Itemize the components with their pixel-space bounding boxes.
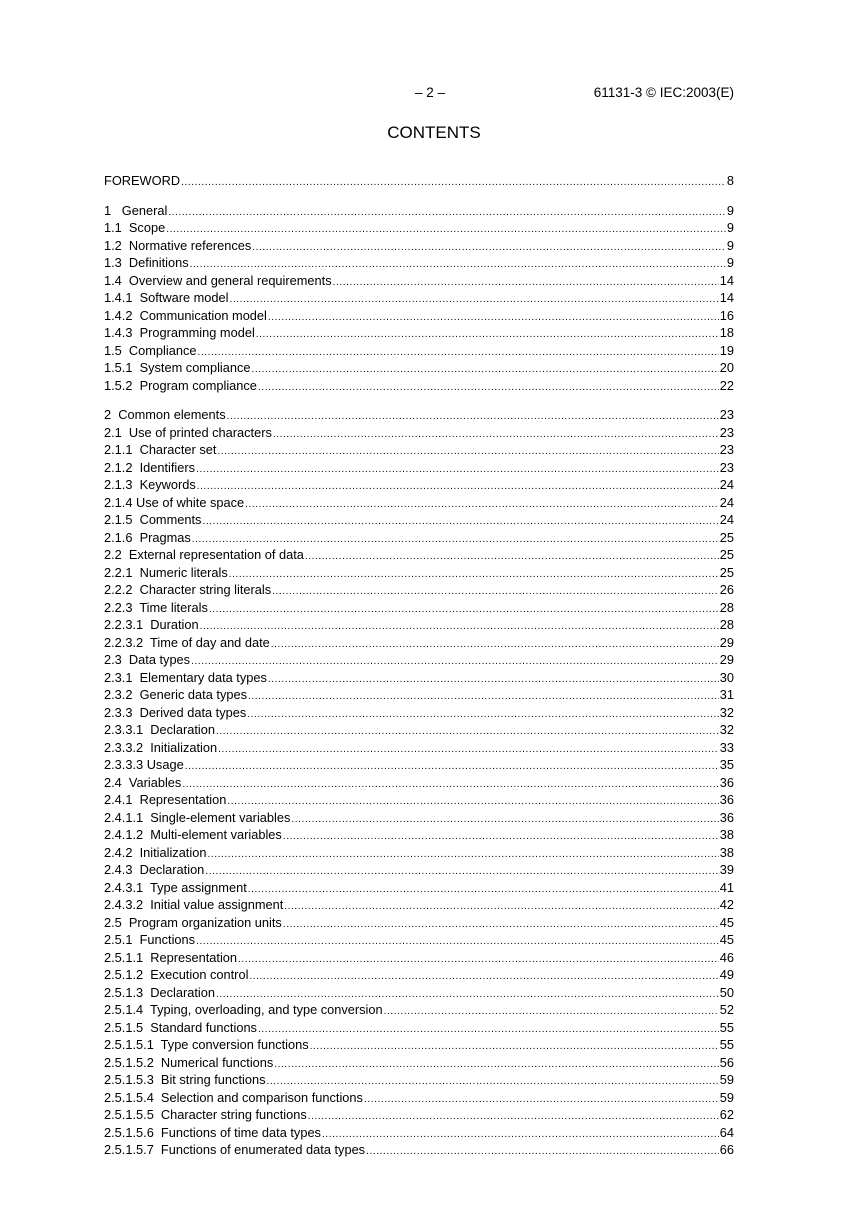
toc-entry-label: 2.4.3.2 Initial value assignment [104,897,284,912]
toc-entry-label: 1.4 Overview and general requirements [104,272,332,288]
toc-entry-label: 2.5.1.5.5 Character string functions [104,1107,307,1122]
toc-entry-page: 55 [719,1037,734,1052]
toc-entry-page: 50 [719,984,734,1000]
toc-entry-page: 28 [719,617,734,632]
toc-entry-page: 42 [719,897,734,912]
toc-entry-page: 38 [719,827,734,842]
toc-entry-page: 49 [719,967,734,982]
toc-entry[interactable] [104,202,734,220]
toc-entry-label: 2.5.1 Functions [104,932,196,947]
toc-entry-label: 1.2 Normative references [104,237,252,253]
toc-entry[interactable] [104,669,734,687]
toc-entry-page: 36 [719,774,734,790]
toc-entry-page: 29 [719,634,734,650]
toc-entry[interactable] [104,172,734,190]
toc-dot-leader [229,566,719,584]
toc-entry-label: 2.5.1.5.2 Numerical functions [104,1054,274,1070]
toc-entry-label: 1.1 Scope [104,220,166,235]
toc-dot-leader [252,361,719,379]
toc-entry[interactable] [104,599,734,617]
toc-entry-label: 2.1.2 Identifiers [104,459,196,475]
toc-dot-leader [202,513,718,531]
toc-entry-page: 45 [719,932,734,947]
toc-entry-page: 24 [719,477,734,492]
toc-entry[interactable] [104,1019,734,1037]
toc-entry[interactable] [104,616,734,634]
toc-entry-page: 59 [719,1072,734,1087]
toc-entry-page: 9 [726,255,734,270]
toc-dot-leader [200,618,719,636]
toc-entry-label: 1.3 Definitions [104,255,189,270]
toc-entry[interactable] [104,546,734,564]
toc-entry[interactable] [104,844,734,862]
toc-entry-label: 2.3.3 Derived data types [104,704,247,720]
toc-entry-label: 2.1.4 Use of white space [104,494,245,510]
toc-entry-label: 2.2.2 Character string literals [104,582,272,597]
toc-dot-leader [207,846,718,864]
toc-dot-leader [185,758,719,776]
toc-dot-leader [364,1091,719,1109]
toc-entry[interactable] [104,1054,734,1072]
toc-entry-label: 2.2.3 Time literals [104,599,208,615]
toc-entry[interactable] [104,237,734,255]
toc-entry-label: 1.5.2 Program compliance [104,377,257,393]
toc-dot-leader [310,1038,719,1056]
toc-entry-label: 2.4.1.1 Single-element variables [104,809,291,825]
toc-entry[interactable] [104,931,734,949]
toc-dot-leader [216,723,719,741]
toc-entry-page: 31 [719,687,734,702]
toc-dot-leader [248,688,719,706]
toc-entry-page: 62 [719,1107,734,1122]
toc-entry[interactable] [104,476,734,494]
toc-entry-label: 1.4.1 Software model [104,290,229,305]
toc-entry-page: 20 [719,360,734,375]
toc-dot-leader [227,793,718,811]
toc-dot-leader [273,426,719,444]
toc-dot-leader [271,636,719,654]
toc-entry-page: 25 [719,564,734,580]
toc-dot-leader [268,671,719,689]
toc-entry-label: 2.5.1.1 Representation [104,949,238,965]
toc-entry-label: 2.3.1 Elementary data types [104,669,267,685]
toc-entry-label: 2.4.3.1 Type assignment [104,879,247,895]
toc-dot-leader [229,291,718,309]
toc-entry[interactable] [104,1106,734,1124]
toc-dot-leader [197,344,718,362]
toc-dot-leader [196,933,719,951]
toc-dot-leader [384,1003,719,1021]
toc-entry[interactable] [104,441,734,459]
toc-entry-label: 2.4.2 Initialization [104,844,207,860]
toc-entry[interactable] [104,896,734,914]
toc-dot-leader [258,1021,719,1039]
toc-entry[interactable] [104,324,734,342]
toc-entry-page: 29 [719,652,734,667]
toc-entry-page: 9 [726,202,734,218]
toc-dot-leader [284,898,719,916]
toc-entry[interactable] [104,406,734,424]
toc-entry[interactable] [104,424,734,442]
toc-entry-page: 23 [719,424,734,440]
toc-entry[interactable] [104,511,734,529]
toc-entry-label: 2.4.1.2 Multi-element variables [104,827,282,842]
toc-entry-page: 25 [719,547,734,562]
toc-entry[interactable] [104,826,734,844]
toc-entry-label: 1.5.1 System compliance [104,360,251,375]
toc-entry-page: 8 [726,173,734,188]
toc-entry-page: 26 [719,582,734,597]
toc-dot-leader [274,1056,718,1074]
toc-entry-page: 23 [719,407,734,422]
toc-entry-page: 46 [719,949,734,965]
toc-entry[interactable] [104,254,734,272]
toc-entry-page: 45 [719,914,734,930]
toc-entry-label: 2.5.1.5.6 Functions of time data types [104,1124,321,1140]
toc-entry[interactable] [104,756,734,774]
toc-entry-page: 66 [719,1142,734,1157]
toc-entry[interactable] [104,459,734,477]
toc-dot-leader [268,309,719,327]
toc-dot-leader [218,741,719,759]
toc-entry[interactable] [104,809,734,827]
toc-entry-label: 2.2 External representation of data [104,547,304,562]
toc-entry-page: 55 [719,1019,734,1035]
toc-entry[interactable] [104,984,734,1002]
toc-entry-label: 2.2.1 Numeric literals [104,564,228,580]
toc-dot-leader [283,828,719,846]
toc-entry[interactable] [104,966,734,984]
page-number: – 2 – [414,85,446,100]
toc-dot-leader [205,863,718,881]
toc-entry-page: 32 [719,704,734,720]
toc-dot-leader [322,1126,719,1144]
toc-dot-leader [333,274,719,292]
toc-entry-label: 2.5.1.5.7 Functions of enumerated data types [104,1142,366,1157]
toc-entry[interactable] [104,581,734,599]
toc-entry[interactable] [104,791,734,809]
toc-entry-label: 2.5.1.5.1 Type conversion functions [104,1037,309,1052]
toc-entry[interactable] [104,861,734,879]
toc-entry-label: 2.5.1.2 Execution control [104,967,249,982]
toc-dot-leader [283,916,719,934]
toc-entry[interactable] [104,914,734,932]
toc-entry-label: 2.2.3.1 Duration [104,617,199,632]
toc-dot-leader [291,811,718,829]
toc-entry[interactable] [104,686,734,704]
toc-entry-page: 30 [719,669,734,685]
toc-entry-page: 39 [719,862,734,877]
toc-entry-page: 22 [719,377,734,393]
toc-dot-leader [249,968,718,986]
toc-dot-leader [196,461,719,479]
toc-entry-label: 2.5.1.5.3 Bit string functions [104,1072,266,1087]
toc-entry[interactable] [104,377,734,395]
toc-entry[interactable] [104,651,734,669]
toc-entry-label: 2.3.3.1 Declaration [104,722,215,737]
toc-entry-label: 1 General [104,202,168,218]
toc-dot-leader [256,326,719,344]
toc-entry-label: 2.1.5 Comments [104,512,202,527]
toc-entry[interactable] [104,1001,734,1019]
toc-entry-page: 56 [719,1054,734,1070]
toc-entry-label: 2.5.1.5 Standard functions [104,1019,257,1035]
toc-entry[interactable] [104,949,734,967]
toc-entry-page: 23 [719,442,734,457]
toc-entry-label: 1.4.3 Programming model [104,325,255,340]
toc-entry-page: 16 [719,307,734,323]
toc-dot-leader [366,1143,719,1161]
toc-dot-leader [248,881,719,899]
toc-entry[interactable] [104,739,734,757]
toc-entry-label: 2.5 Program organization units [104,914,282,930]
toc-entry-page: 33 [719,739,734,755]
toc-entry-page: 25 [719,529,734,545]
toc-entry[interactable] [104,1036,734,1054]
toc-entry-label: 2.3 Data types [104,652,191,667]
toc-entry[interactable] [104,1071,734,1089]
toc-entry-page: 18 [719,325,734,340]
toc-entry-page: 52 [719,1002,734,1017]
toc-entry-label: 1.4.2 Communication model [104,307,267,323]
toc-dot-leader [272,583,719,601]
toc-entry-label: 2.5.1.4 Typing, overloading, and type conversion [104,1002,383,1017]
toc-entry[interactable] [104,1141,734,1159]
toc-entry[interactable] [104,307,734,325]
toc-entry-page: 36 [719,809,734,825]
toc-entry[interactable] [104,774,734,792]
toc-entry-page: 36 [719,792,734,807]
toc-entry[interactable] [104,704,734,722]
toc-entry-page: 64 [719,1124,734,1140]
toc-entry-label: 2.5.1.5.4 Selection and comparison functions [104,1089,363,1105]
toc-dot-leader [168,204,726,222]
toc-dot-leader [191,653,719,671]
toc-entry[interactable] [104,342,734,360]
toc-dot-leader [182,776,718,794]
toc-entry-label: 2.1.3 Keywords [104,477,196,492]
toc-entry[interactable] [104,721,734,739]
toc-entry-label: 2.3.3.2 Initialization [104,739,218,755]
toc-dot-leader [305,548,719,566]
toc-dot-leader [258,379,719,397]
toc-entry[interactable] [104,272,734,290]
toc-entry-label: 2.1 Use of printed characters [104,424,272,440]
toc-entry-label: 2.3.3.3 Usage [104,757,184,772]
toc-entry[interactable] [104,634,734,652]
toc-entry-label: 2.1.1 Character set [104,442,217,457]
toc-entry-page: 23 [719,459,734,475]
toc-entry[interactable] [104,494,734,512]
toc-entry-page: 41 [719,879,734,895]
table-of-contents [104,172,734,1159]
toc-dot-leader [209,601,719,619]
page-title: CONTENTS [387,123,481,142]
toc-entry-page: 32 [719,722,734,737]
toc-entry[interactable] [104,1089,734,1107]
toc-dot-leader [247,706,718,724]
toc-dot-leader [181,174,726,192]
toc-entry-page: 19 [719,342,734,358]
toc-entry-page: 9 [726,220,734,235]
toc-entry-label: 2.5.1.3 Declaration [104,984,215,1000]
toc-entry[interactable] [104,564,734,582]
toc-dot-leader [245,496,719,514]
toc-dot-leader [252,239,726,257]
toc-entry[interactable] [104,529,734,547]
toc-entry-page: 35 [719,757,734,772]
toc-entry-page: 14 [719,290,734,305]
toc-entry[interactable] [104,219,734,237]
toc-entry-page: 28 [719,599,734,615]
toc-entry-page: 59 [719,1089,734,1105]
toc-entry[interactable] [104,359,734,377]
toc-entry-label: 2.3.2 Generic data types [104,687,247,702]
toc-entry[interactable] [104,1124,734,1142]
toc-entry-page: 9 [726,237,734,253]
toc-dot-leader [227,408,719,426]
toc-entry-label: 2.2.3.2 Time of day and date [104,634,270,650]
toc-dot-leader [217,443,718,461]
toc-entry-label: 2 Common elements [104,407,226,422]
toc-entry-page: 38 [719,844,734,860]
toc-entry-page: 14 [719,272,734,288]
toc-entry-page: 24 [719,512,734,527]
toc-dot-leader [197,478,719,496]
toc-entry-label: 2.4.3 Declaration [104,862,205,877]
toc-entry-label: 2.4 Variables [104,774,182,790]
toc-entry-label: FOREWORD [104,173,181,188]
toc-entry-label: 1.5 Compliance [104,342,197,358]
toc-entry[interactable] [104,289,734,307]
toc-dot-leader [238,951,719,969]
toc-entry[interactable] [104,879,734,897]
toc-dot-leader [308,1108,719,1126]
toc-entry-label: 2.1.6 Pragmas [104,529,191,545]
toc-entry-page: 24 [719,494,734,510]
document-id: 61131-3 © IEC:2003(E) [593,85,734,100]
toc-entry-label: 2.4.1 Representation [104,792,227,807]
